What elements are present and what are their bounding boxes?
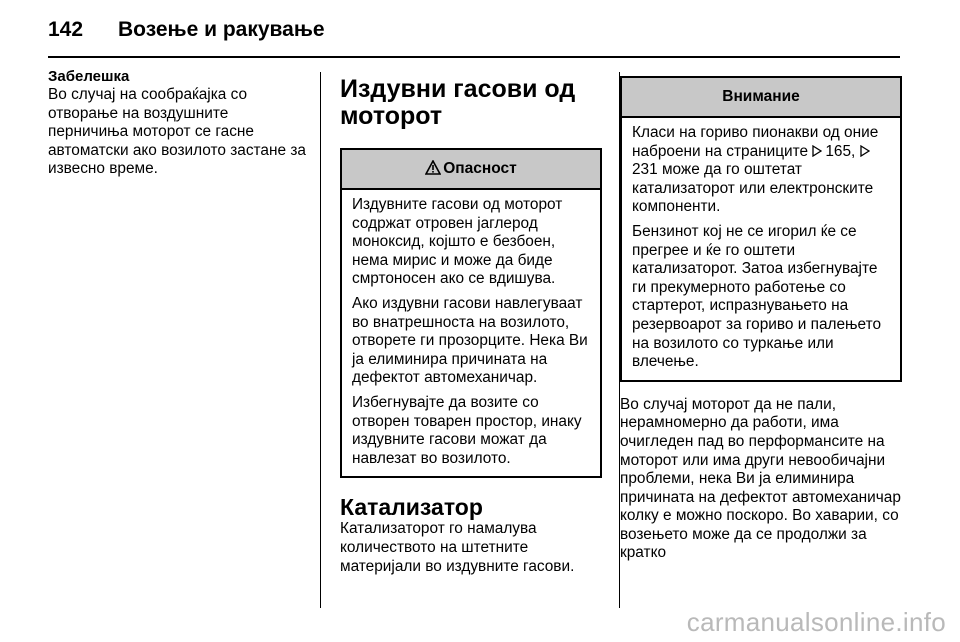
column-left [48, 64, 310, 179]
caution-box-header [622, 78, 900, 118]
danger-box-body [342, 190, 600, 476]
page-reference-link[interactable]: 231 [632, 161, 658, 179]
caution-text: може да го оштетат катализаторот или електронските компоненти. [632, 161, 874, 216]
danger-paragraph: Издувните гасови од моторот содржат отровен јаглерод моноксид, којшто е безбоен, нема мирис и може да биде смртоносен ако се вдишува. [352, 196, 563, 288]
catalyst-text: Катализаторот го намалува количеството на штетните материјали во издувните гасови. [340, 520, 575, 575]
danger-box [340, 148, 602, 478]
warning-triangle-icon [425, 160, 441, 175]
separator-text: , [851, 142, 860, 160]
danger-box-title: Опасност [443, 160, 517, 177]
page-number: 142 [48, 18, 84, 41]
caution-box [620, 76, 902, 382]
body-text-engine-fault: Во случај моторот да не пали, нерамномерно да работи, има очигледен пад во перформансите на моторот или има други невообичајни проблеми, нека Ви ја елиминира причината на дефектот автомеханичар колку е можно поскоро. Во хаварии, со возењето може да се продолжи за кратко [620, 395, 901, 562]
caution-paragraph [632, 124, 890, 217]
caution-box-body [622, 118, 900, 380]
column-divider-left [320, 72, 321, 608]
watermark: carmanualsonline.info [686, 607, 946, 637]
chapter-title: Возење и ракување [118, 18, 325, 41]
column-middle [340, 64, 602, 576]
caution-paragraph: Бензинот кој не се игорил ќе се прегрее и ќе го оштети катализаторот. Затоа избегнувајте ги прекумерното работење со стартерот, испразнувањето на резервоарот за гориво и палењето на возилото со туркање или влечење. [632, 222, 882, 371]
danger-box-header [342, 150, 600, 190]
page-reference-icon [812, 145, 822, 157]
section-heading-exhaust: Издувни гасови од моторот [340, 75, 576, 130]
header-divider [48, 56, 900, 58]
caution-text: Класи на гориво пионакви од оние наброени на страниците [632, 124, 879, 160]
page-reference-link[interactable]: 165 [825, 142, 852, 160]
section-heading-catalyst: Катализатор [340, 494, 483, 521]
column-right [620, 64, 902, 563]
page-header [48, 14, 900, 54]
danger-paragraph: Избегнувајте да возите со отворен товарен простор, инаку издувните гасови можат да навлезат во возилото. [352, 393, 582, 467]
page-reference-icon [860, 145, 870, 157]
danger-paragraph: Ако издувни гасови навлегуваат во внатрешноста на возилото, отворете ги прозорците. Нека Ви ја елиминира причината на дефектот автомеханичар. [352, 294, 588, 387]
note-title: Забелешка [48, 68, 130, 85]
caution-box-title: Внимание [722, 88, 800, 105]
note-text: Во случај на сообраќајка со отворање на воздушните перничиња моторот се гасне автоматски ако возилото застане за извесно време. [48, 86, 306, 178]
